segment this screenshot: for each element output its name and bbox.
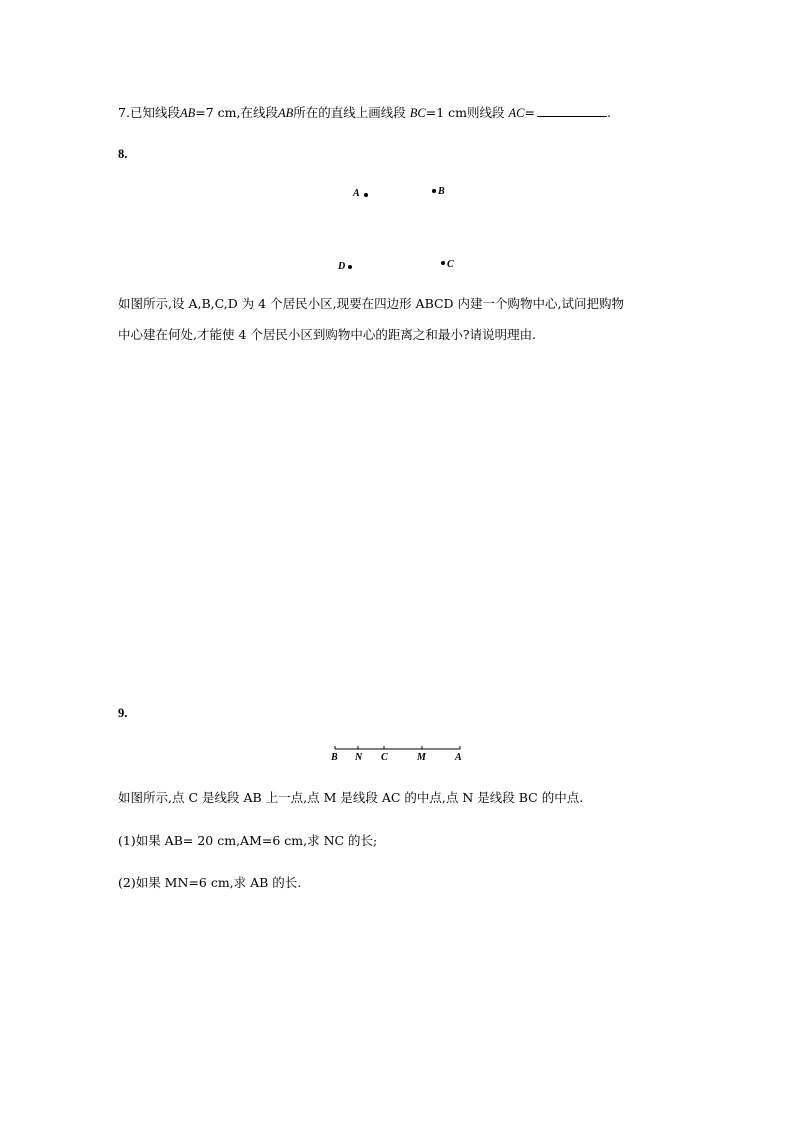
point-b-label: B: [438, 186, 445, 197]
q7-var-ac: AC: [508, 106, 525, 120]
q7-number: 7.: [118, 105, 130, 120]
q7-text-3: 所在的直线上画线段: [293, 105, 406, 120]
q7-text-6: .: [606, 105, 611, 120]
q7-text-4: =1 cm则线段: [425, 105, 505, 120]
q7-var-ab: AB: [179, 106, 196, 120]
seg-label-b: B: [331, 752, 338, 763]
q9-part-1: (1)如果 AB= 20 cm,AM=6 cm,求 NC 的长;: [118, 833, 378, 848]
seg-label-m: M: [417, 752, 426, 763]
point-a-dot: [364, 193, 368, 197]
seg-label-n: N: [355, 752, 363, 763]
q7-var-ab-2: AB: [277, 106, 294, 120]
q8-text-line-2: 中心建在何处,才能使 4 个居民小区到购物中心的距离之和最小?请说明理由.: [118, 327, 537, 342]
q8-number: 8.: [118, 147, 128, 161]
seg-label-c: C: [381, 752, 388, 763]
seg-label-a: A: [455, 752, 462, 763]
q9-description: 如图所示,点 C 是线段 AB 上一点,点 M 是线段 AC 的中点,点 N 是线段 BC 的中点.: [118, 790, 584, 805]
answer-blank[interactable]: [537, 104, 607, 117]
point-c-label: C: [447, 259, 454, 270]
q9-part-2: (2)如果 MN=6 cm,求 AB 的长.: [118, 875, 302, 890]
q7-text-1: 已知线段: [129, 105, 180, 120]
q7-var-bc: BC: [409, 106, 426, 120]
point-a-label: A: [353, 188, 360, 199]
q9-number: 9.: [118, 706, 128, 720]
segment-ab: [330, 743, 470, 755]
point-d-label: D: [338, 261, 346, 272]
point-b-dot: [432, 189, 436, 193]
point-d-dot: [348, 265, 352, 269]
point-c-dot: [441, 261, 445, 265]
question-7: [118, 104, 611, 122]
q7-text-2: =7 cm,在线段: [195, 105, 278, 120]
q7-text-5: =: [524, 105, 535, 120]
q8-text-line-1: 如图所示,设 A,B,C,D 为 4 个居民小区,现要在四边形 ABCD 内建一个购物中心,试问把购物: [118, 296, 625, 311]
